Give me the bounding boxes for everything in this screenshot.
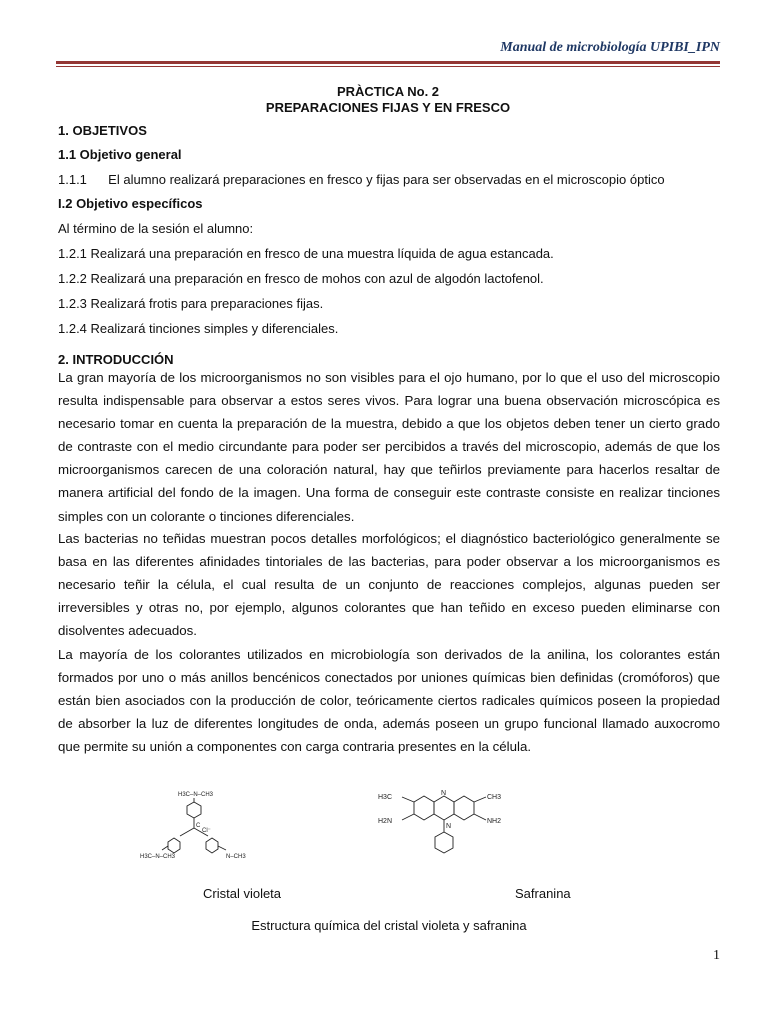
saf-left-methyl: H3C bbox=[378, 794, 393, 801]
specific-objective-item: 1.2.2 Realizará una preparación en fresco de mohos con azul de algodón lactofenol. bbox=[58, 271, 544, 286]
practice-number: PRÀCTICA No. 2 bbox=[336, 84, 440, 99]
saf-bottom-nitrogen: N bbox=[446, 823, 452, 830]
safranin-structure bbox=[374, 788, 524, 868]
saf-top-nitrogen: N bbox=[441, 790, 447, 797]
general-objective-heading: 1.1 Objetivo general bbox=[58, 147, 182, 162]
introduction-paragraph: La gran mayoría de los microorganismos no son visibles para el ojo humano, por lo que el uso del microscopio resulta indispensable para observar a estos seres vivos. Para lograr una buena observación microscópica es necesario tomar en cuenta la preparación de la muestra, debido a que los objetos deben tener un cierto grado de contraste con el medio circundante para poder ser percibidos a través del microscopio, además de que los microorganismos carecen de una coloración natural, hay que teñirlos previamente para hacerlos resaltar de manera artificial del fondo de la imagen. Una forma de conseguir este contraste consiste en realizar tinciones simples con un colorante o tinciones diferenciales. bbox=[58, 370, 720, 524]
cv-left-amine: H3C–N–CH3 bbox=[140, 854, 176, 860]
running-header: Manual de microbiología UPIBI_IPN bbox=[500, 40, 720, 55]
page-number: 1 bbox=[713, 948, 720, 963]
cv-top-amine: H3C–N–CH3 bbox=[178, 792, 214, 798]
saf-left-amine: H2N bbox=[378, 818, 393, 825]
introduction-paragraph: La mayoría de los colorantes utilizados en microbiología son derivados de la anilina, los colorantes están formados por uno o más anillos bencénicos conectados por uniones químicas bien definidas (cromóforos) que están bien asociados con la producción de color, teóricamente ciertos radicales químicos poseen la propiedad de absorber la luz de diferentes longitudes de onda, además poseen un grupo funcional llamado auxocromo que permite su unión a componentes con carga contraria presentes en la célula. bbox=[58, 647, 720, 755]
header-rule-thick bbox=[56, 61, 720, 64]
practice-title: PREPARACIONES FIJAS Y EN FRESCO bbox=[265, 100, 511, 115]
saf-right-methyl: CH3 bbox=[487, 794, 502, 801]
introduction-heading: 2. INTRODUCCIÓN bbox=[58, 352, 174, 367]
header-rule-thin bbox=[56, 66, 720, 67]
specific-objectives-intro: Al término de la sesión el alumno: bbox=[58, 221, 254, 236]
crystal-violet-structure bbox=[140, 786, 270, 868]
safranin-label: Safranina bbox=[515, 886, 571, 901]
specific-objectives-heading: I.2 Objetivo específicos bbox=[58, 196, 203, 211]
saf-right-amine: NH2 bbox=[487, 818, 502, 825]
objectives-heading: 1. OBJETIVOS bbox=[58, 123, 147, 138]
crystal-violet-label: Cristal violeta bbox=[203, 886, 282, 901]
cv-chloride: Cl⁻ bbox=[202, 828, 211, 834]
general-objective-text: El alumno realizará preparaciones en fresco y fijas para ser observadas en el microscopio óptico bbox=[108, 172, 665, 187]
cv-central-carbon: C bbox=[196, 823, 201, 829]
introduction-paragraph: Las bacterias no teñidas muestran pocos detalles morfológicos; el diagnóstico bacteriológico generalmente se basa en las diferentes afinidades tintoriales de las bacterias, para poder observar a los microorganismos es necesario teñir la célula, el cual resulta de un conjunto de reacciones complejos, algunas pueden ser irreversibles y otras no, por ejemplo, algunos colorantes que han teñido en exceso pueden eliminarse con disolventes adecuados. bbox=[58, 531, 720, 639]
cv-right-amine: N–CH3 bbox=[226, 854, 246, 860]
figure-caption: Estructura química del cristal violeta y safranina bbox=[251, 918, 527, 933]
general-objective bbox=[58, 172, 720, 187]
specific-objective-item: 1.2.3 Realizará frotis para preparaciones fijas. bbox=[58, 296, 324, 311]
specific-objective-item: 1.2.4 Realizará tinciones simples y diferenciales. bbox=[58, 321, 339, 336]
specific-objective-item: 1.2.1 Realizará una preparación en fresco de una muestra líquida de agua estancada. bbox=[58, 246, 554, 261]
general-objective-number: 1.1.1 bbox=[58, 172, 87, 187]
